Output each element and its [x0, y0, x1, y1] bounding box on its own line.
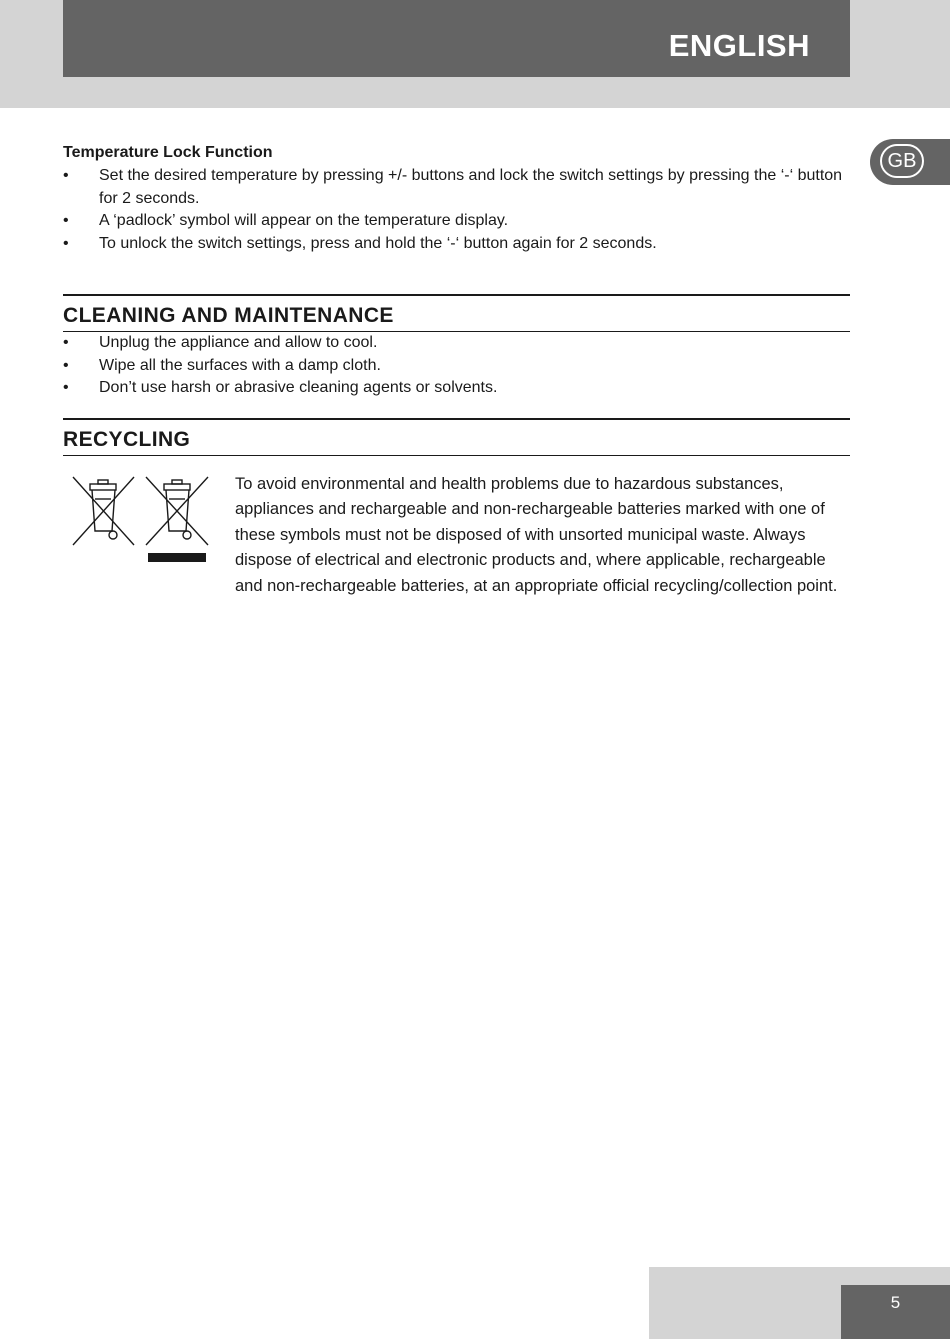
recycling-heading: RECYCLING — [63, 418, 850, 456]
country-badge: GB — [880, 144, 924, 178]
list-item — [63, 332, 850, 355]
bullet: • — [63, 167, 69, 184]
bullet: • — [63, 212, 69, 229]
recycling-text: To avoid environmental and health problems due to hazardous substances, appliances and rechargeable and non-rechargeable batteries marked with one of these symbols must not be disposed of with unsorted municipal waste. Always dispose of electrical and electronic products and, where applicable, rechargeable and non-rechargeable batteries, at an appropriate official recycling/collection point. — [235, 474, 838, 595]
temperature-lock-list — [63, 165, 850, 255]
language-title: ENGLISH — [668, 28, 810, 63]
page-number-box — [841, 1285, 950, 1339]
page-number: 5 — [890, 1293, 901, 1312]
main-content — [63, 141, 850, 632]
list-item-text: Set the desired temperature by pressing +/- buttons and lock the switch settings by pressing the ‘-‘ button for 2 seconds. — [99, 167, 843, 207]
bullet: • — [63, 334, 69, 351]
list-item-text: A ‘padlock’ symbol will appear on the temperature display. — [99, 212, 509, 229]
crossed-out-wheelie-bin-with-bar-icon — [146, 477, 208, 562]
cleaning-heading: CLEANING AND MAINTENANCE — [63, 294, 850, 332]
cleaning-list — [63, 332, 850, 400]
recycling-block — [63, 472, 850, 632]
temperature-lock-title: Temperature Lock Function — [63, 144, 273, 161]
list-item — [63, 355, 850, 378]
list-item — [63, 377, 850, 400]
weee-symbols — [71, 475, 211, 565]
list-item-text: To unlock the switch settings, press and hold the ‘-‘ button again for 2 seconds. — [99, 234, 657, 252]
language-bar — [63, 0, 850, 77]
bullet: • — [63, 234, 69, 252]
crossed-out-wheelie-bin-icon — [73, 477, 134, 545]
list-item-text: Wipe all the surfaces with a damp cloth. — [99, 356, 381, 374]
list-item-text: Unplug the appliance and allow to cool. — [99, 334, 378, 351]
bullet: • — [63, 379, 69, 396]
bullet: • — [63, 356, 69, 374]
list-item — [63, 233, 850, 256]
list-item — [63, 210, 850, 233]
list-item — [63, 165, 850, 210]
list-item-text: Don’t use harsh or abrasive cleaning agents or solvents. — [99, 379, 498, 396]
country-tab — [870, 139, 950, 185]
